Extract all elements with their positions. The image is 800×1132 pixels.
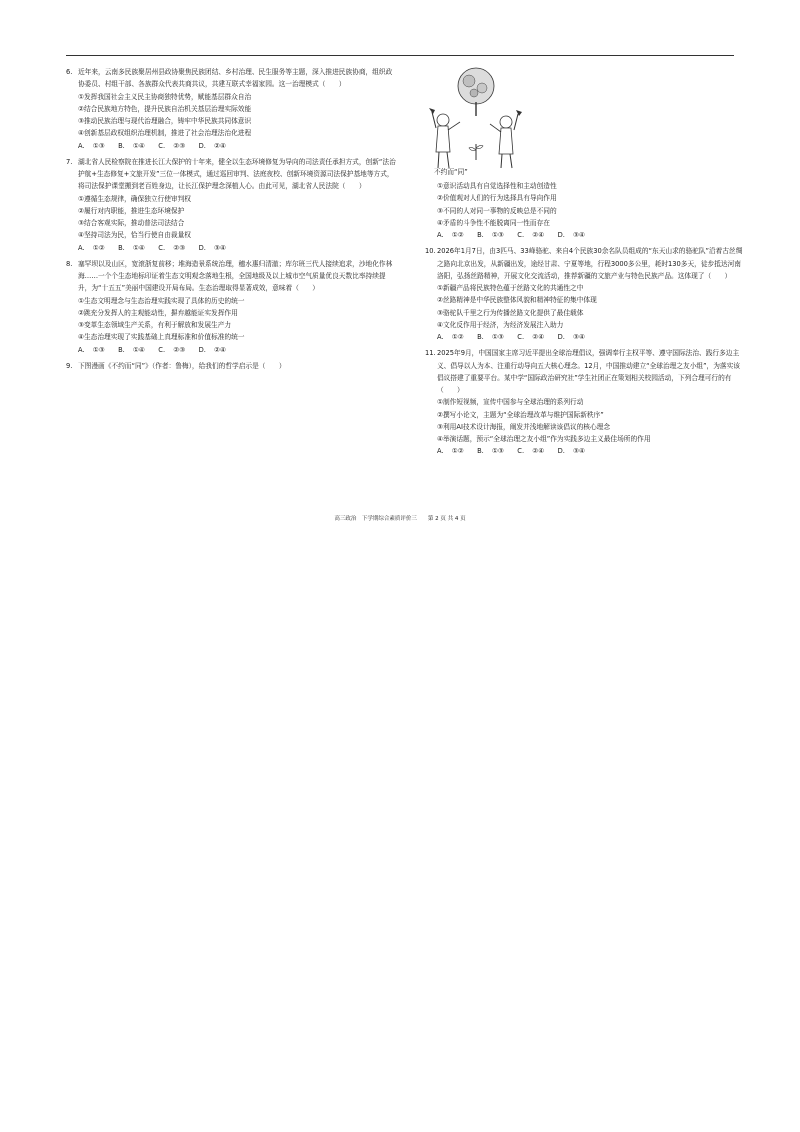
answer-statement: ④举演话题，预示“全球治理之友小组”作为实践多边主义最佳场所的作用 bbox=[437, 435, 651, 443]
answer-statement: ③骆驼队千里之行为传播丝路文化提供了最佳载体 bbox=[437, 308, 584, 317]
question-block bbox=[425, 180, 743, 241]
question-text: 2026年1月7日，由3匹马、33峰骆驼、来自4个民族30余名队员组成的“东天山求的骆驼队”沿着古丝绸之路向北京出发，从新疆出发，途经甘肃、宁夏等地，行程3000多公里，耗时130多天，徒步抵达河南洛阳，弘扬丝路精神，开展文化交流活动，推荐新疆的文旅产业与特色民族产品。这体现了（ ） bbox=[437, 247, 743, 280]
question-block bbox=[66, 360, 396, 372]
answer-statement: ③结合客观实际，推动普法司法结合 bbox=[78, 219, 185, 227]
question-number: 9. bbox=[66, 361, 73, 370]
page-footer: 高三政治 下学期综合素质评价三 第 2 页 共 4 页 bbox=[334, 516, 466, 522]
answer-statement: ①生态文明理念与生态治理实践实现了具体的历史的统一 bbox=[78, 296, 245, 305]
question-text: 2025年9月，中国国家主席习近平提出全球治理倡议，强调奉行主权平等、遵守国际法治、践行多边主义、倡导以人为本、注重行动导向五大核心理念。12月，中国推动建立“全球治理之友小组”，为落实该倡议搭建了重要平台。某中学“国际政治研究社”学生社团正在策划相关校园活动，下列合理可行的有（ ） bbox=[437, 349, 740, 394]
question-gap bbox=[425, 458, 743, 462]
answer-statement: ④矛盾的斗争性不能脱离同一性而存在 bbox=[437, 218, 550, 227]
answer-choices: A. ①② B. ①③ C. ②④ D. ③④ bbox=[437, 447, 585, 456]
answer-statement: ③变革生态领域生产关系，有利于解放和发展生产力 bbox=[78, 321, 232, 329]
question-block bbox=[66, 258, 396, 356]
question-stem bbox=[66, 258, 396, 295]
header-rule bbox=[66, 55, 734, 56]
answer-choices: A. ①② B. ①③ C. ②④ D. ③④ bbox=[437, 333, 585, 341]
answer-statement: ②结合民族地方特色，提升民族自治机关基层治理实际效能 bbox=[78, 104, 252, 113]
answer-statement: ②跳充分发挥人的主观能动性，摒弃越能证实发挥作用 bbox=[78, 308, 238, 317]
answer-statement: ②撰写小论文，主题为“全球治理改革与维护国际新秩序” bbox=[437, 410, 604, 419]
answer-statement: ④创新基层政权组织治理机制，推进了社会治理法治化进程 bbox=[78, 129, 252, 138]
answer-statement: ①发挥我国社会主义民主协商独特优势，赋能基层群众自治 bbox=[78, 92, 252, 101]
question-number: 6. bbox=[66, 68, 73, 76]
question-stem bbox=[425, 245, 743, 282]
answer-choices: A. ①② B. ①③ C. ②④ D. ③④ bbox=[437, 231, 585, 239]
answer-statement: ②履行对内职能，推进生态环境保护 bbox=[78, 206, 185, 215]
answer-choices: A. ①② B. ①④ C. ②③ D. ③④ bbox=[78, 243, 226, 252]
answer-statement: ①遵循生态规律，确保独立行使审判权 bbox=[78, 194, 191, 203]
answer-statement: ④生态治理实现了实践基础上真理标准和价值标准的统一 bbox=[78, 333, 245, 342]
question-block bbox=[66, 156, 396, 254]
question-block bbox=[425, 347, 743, 457]
answer-statement: ①意识活动具有自觉选择性和主动创造性 bbox=[437, 182, 557, 190]
question-stem bbox=[66, 66, 396, 91]
question-text: 近年来，云南多民族聚居州县政协聚焦民族团结、乡村治理、民生服务等主题，深入推进民族协商，组织政协委员、村组干部、各族群众代表共商共议，共建互联式幸福家园。这一治理模式（ ） bbox=[78, 68, 393, 89]
cartoon-caption: 不约而“同” bbox=[434, 168, 468, 176]
answer-statement: ④坚持司法为民，恰当行使自由裁量权 bbox=[78, 231, 191, 240]
answer-statement: ③推动民族治理与现代治理融合，铸牢中华民族共同体意识 bbox=[78, 117, 252, 125]
answer-statement: ①新疆产品将民族特色蕴于丝路文化的共通性之中 bbox=[437, 284, 584, 292]
question-number: 11. bbox=[425, 349, 436, 358]
right-column bbox=[425, 180, 743, 462]
answer-statement: ①制作短视频，宣传中国参与全球治理的系列行动 bbox=[437, 398, 584, 407]
answer-statement: ③不同的人对同一事物的反映总是不同的 bbox=[437, 206, 557, 215]
question-number: 8. bbox=[66, 259, 73, 268]
question-stem bbox=[425, 347, 743, 396]
answer-statement: ②丝路精神是中华民族整体风貌和精神特征的集中体现 bbox=[437, 296, 597, 305]
question-number: 10. bbox=[425, 247, 436, 256]
question-text: 下图漫画《不约而“同”》（作者：鲁梅），给我们的哲学启示是（ ） bbox=[78, 361, 286, 370]
question-stem bbox=[66, 360, 396, 372]
left-column bbox=[66, 66, 396, 376]
question-number: 7. bbox=[66, 157, 73, 166]
answer-choices: A. ①③ B. ①④ C. ②③ D. ②④ bbox=[78, 345, 226, 354]
question-text: 塞罕坝以及山区，宽滚浙复前移；堆海造景系统治理，穗水惠归清澈；库尔班三代人接续追求，沙地化作林海……一个个生态地标印证着生态文明观念落地生根，全国地级及以上城市空气质量优良天数比率持续提升，为“十五五”美丽中国建设开局布局。生态治理取得显著成效，意味着（ ） bbox=[78, 259, 393, 293]
question-block bbox=[66, 66, 396, 152]
question-stem bbox=[66, 156, 396, 193]
question-text: 湖北省人民检察院在推进长江大保护的十年来，健全以生态环境修复为导向的司法责任承担方式，创新“法治护航+生态修复+文旅开发”三位一体模式，通过巡回审判、法庭夜校、创新环境资源司法保护基地等方式，将司法保护课堂搬到老百姓身边，让长江保护理念深植人心。由此可见，湖北省人民法院（ ） bbox=[78, 157, 396, 191]
question-gap bbox=[66, 372, 396, 376]
answer-statement: ③利用AI技术设计海报，阐发并浅地解读该倡议的核心理念 bbox=[437, 422, 611, 431]
cartoon-illustration bbox=[426, 64, 526, 176]
answer-statement: ④文化反作用于经济，为经济发展注入助力 bbox=[437, 320, 564, 329]
question-block bbox=[425, 245, 743, 343]
answer-choices: A. ①③ B. ①④ C. ②③ D. ②④ bbox=[78, 141, 226, 150]
answer-statement: ②价值观对人们的行为选择具有导向作用 bbox=[437, 194, 557, 203]
